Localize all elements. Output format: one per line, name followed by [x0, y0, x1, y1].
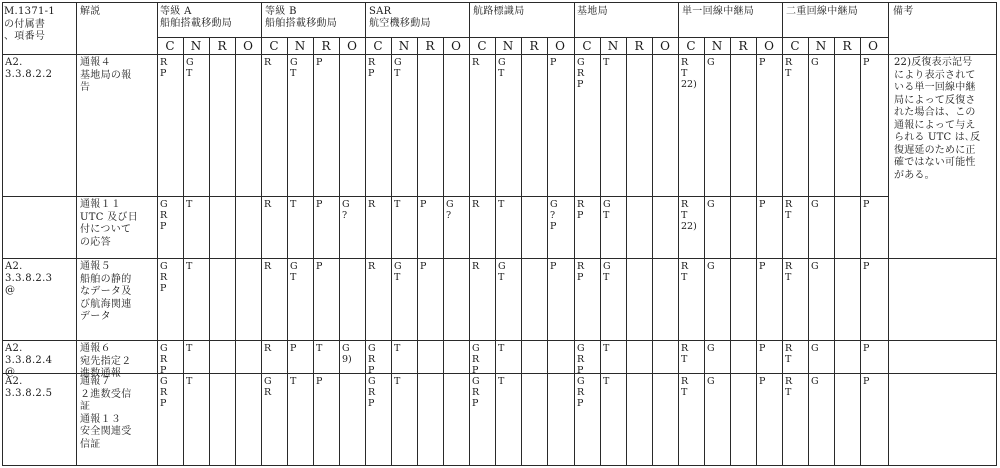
grid-hline: [2, 2, 997, 3]
cell-value-c: R T: [681, 343, 689, 365]
sub-header-r: R: [425, 39, 435, 53]
cell-value-r: P: [420, 261, 427, 272]
sub-header-n: N: [607, 39, 619, 53]
cell-value-c: G R P: [472, 343, 480, 376]
cell-value-c: R: [264, 199, 272, 210]
cell-value-o: P: [759, 343, 766, 354]
sub-header-r: R: [217, 39, 227, 53]
row-description: 通報１１ UTC 及び日 付について の応答: [80, 199, 139, 248]
cell-value-c: R: [264, 343, 272, 354]
cell-value-c: R T 22): [681, 199, 697, 232]
sub-header-o: O: [868, 39, 878, 53]
cell-value-n: T: [498, 343, 505, 354]
cell-value-n: G T: [603, 261, 611, 283]
cell-value-r: P: [316, 57, 323, 68]
cell-value-c: R T 22): [681, 57, 697, 90]
cell-value-o: P: [863, 57, 870, 68]
cell-value-n: G: [811, 343, 819, 354]
cell-value-n: G: [811, 57, 819, 68]
grid-vline: [339, 37, 340, 465]
sub-header-c: C: [373, 39, 383, 53]
cell-value-o: G 9): [342, 343, 352, 365]
cell-value-o: P: [863, 376, 870, 387]
cell-value-n: G: [707, 376, 715, 387]
cell-value-o: P: [550, 57, 557, 68]
cell-value-o: G ?: [342, 199, 350, 221]
grid-vline: [756, 37, 757, 465]
cell-value-c: R T: [681, 261, 689, 283]
sub-header-n: N: [502, 39, 514, 53]
grid-hline: [2, 465, 997, 466]
cell-value-c: G R P: [368, 343, 376, 376]
grid-vline: [365, 2, 366, 465]
cell-value-c: G R P: [472, 376, 480, 409]
cell-value-c: R: [472, 261, 480, 272]
sub-header-c: C: [165, 39, 175, 53]
sub-header-n: N: [398, 39, 410, 53]
cell-value-o: P: [550, 261, 557, 272]
sub-header-o: O: [347, 39, 357, 53]
grid-vline: [261, 2, 262, 465]
cell-value-c: G R P: [160, 376, 168, 409]
cell-value-c: R P: [577, 261, 585, 283]
cell-value-n: G T: [603, 199, 611, 221]
grid-vline: [652, 37, 653, 465]
grid-vline: [547, 37, 548, 465]
header-group-class-b: 等級 B 船舶搭載移動局: [265, 6, 338, 29]
grid-vline: [996, 2, 997, 465]
cell-value-n: T: [394, 199, 401, 210]
row-ref: A2. 3.3.8.2.4 @: [5, 343, 53, 378]
sub-header-c: C: [790, 39, 800, 53]
row-description: 通報４ 基地局の報 告: [80, 57, 132, 93]
grid-vline: [391, 37, 392, 465]
cell-value-o: P: [863, 199, 870, 210]
cell-value-n: T: [394, 343, 401, 354]
cell-value-c: R T: [785, 261, 793, 283]
sub-header-o: O: [555, 39, 565, 53]
sub-header-n: N: [815, 39, 827, 53]
cell-value-c: G R P: [577, 343, 585, 376]
row-description: 通報６ 宛先指定２ 進数通報: [80, 343, 132, 379]
cell-value-n: G T: [186, 57, 194, 79]
grid-hline: [2, 196, 889, 197]
grid-vline: [834, 37, 835, 465]
cell-value-c: R: [472, 199, 480, 210]
sub-header-o: O: [764, 39, 774, 53]
cell-value-c: G R P: [160, 261, 168, 294]
cell-value-o: P: [863, 343, 870, 354]
grid-vline: [157, 2, 158, 465]
sub-header-o: O: [660, 39, 670, 53]
cell-value-n: T: [290, 199, 297, 210]
grid-vline: [678, 2, 679, 465]
cell-value-n: P: [290, 343, 297, 354]
cell-value-n: T: [290, 376, 297, 387]
cell-value-c: G R P: [577, 376, 585, 409]
cell-value-c: R T: [785, 57, 793, 79]
cell-value-n: G T: [394, 57, 402, 79]
grid-hline: [2, 54, 997, 55]
header-ref: M.1371-1 の付属書 、項番号: [4, 6, 56, 42]
grid-vline: [888, 2, 889, 465]
cell-value-n: T: [186, 261, 193, 272]
cell-value-n: T: [603, 376, 610, 387]
cell-value-c: G R P: [368, 376, 376, 409]
grid-vline: [626, 37, 627, 465]
cell-value-o: G ? P: [550, 199, 558, 232]
header-group-single-repeater: 単一回線中継局: [682, 6, 755, 17]
header-desc: 解説: [80, 6, 101, 17]
header-note: 備考: [893, 6, 914, 17]
cell-value-n: T: [498, 199, 505, 210]
grid-hline: [157, 37, 888, 38]
cell-value-c: G R P: [160, 199, 168, 232]
cell-value-c: R P: [368, 57, 376, 79]
sub-header-c: C: [269, 39, 279, 53]
cell-value-n: G: [811, 261, 819, 272]
cell-value-c: R T: [785, 376, 793, 398]
grid-vline: [782, 2, 783, 465]
cell-value-o: P: [863, 261, 870, 272]
cell-value-n: G: [811, 199, 819, 210]
cell-value-n: G: [811, 376, 819, 387]
cell-value-c: R: [264, 261, 272, 272]
cell-value-n: G T: [498, 261, 506, 283]
cell-value-n: G T: [394, 261, 402, 283]
cell-value-c: R P: [160, 57, 168, 79]
remark-note-22: 22)反復表示記号 により表示されて いる単一回線中継 局によって反復さ れた場合は、この 通報によって与え られる UTC は､反 復遅延のために正 確ではない可能性 がある。: [894, 57, 981, 181]
cell-value-r: P: [316, 199, 323, 210]
sub-header-r: R: [529, 39, 539, 53]
cell-value-r: P: [316, 261, 323, 272]
sub-header-r: R: [321, 39, 331, 53]
grid-vline: [495, 37, 496, 465]
sub-header-o: O: [243, 39, 253, 53]
grid-vline: [209, 37, 210, 465]
cell-value-n: T: [186, 343, 193, 354]
cell-value-n: G T: [290, 57, 298, 79]
cell-value-c: R: [472, 57, 480, 68]
cell-value-c: R T: [785, 199, 793, 221]
cell-value-n: G: [707, 343, 715, 354]
header-group-aton: 航路標識局: [473, 6, 525, 17]
cell-value-o: P: [759, 261, 766, 272]
grid-vline: [76, 2, 77, 465]
cell-value-c: R T: [681, 376, 689, 398]
grid-hline: [2, 340, 997, 341]
grid-vline: [469, 2, 470, 465]
cell-value-c: R: [368, 199, 376, 210]
grid-vline: [860, 37, 861, 465]
grid-vline: [183, 37, 184, 465]
sub-header-n: N: [711, 39, 723, 53]
header-group-duplex-repeater: 二重回線中継局: [786, 6, 859, 17]
grid-vline: [287, 37, 288, 465]
cell-value-o: G ?: [446, 199, 454, 221]
grid-vline: [2, 2, 3, 465]
cell-value-n: T: [603, 57, 610, 68]
cell-value-n: T: [498, 376, 505, 387]
cell-value-o: P: [759, 376, 766, 387]
cell-value-n: T: [186, 199, 193, 210]
cell-value-r: P: [420, 199, 427, 210]
cell-value-n: G T: [498, 57, 506, 79]
row-ref: A2. 3.3.8.2.3 @: [5, 261, 53, 296]
row-description: 通報７ ２進数受信 証 通報１３ 安全関連受 信証: [80, 376, 132, 450]
grid-hline: [2, 373, 997, 374]
cell-value-c: R: [368, 261, 376, 272]
cell-value-c: R P: [577, 199, 585, 221]
cell-value-o: P: [759, 199, 766, 210]
grid-vline: [600, 37, 601, 465]
sub-header-n: N: [190, 39, 202, 53]
cell-value-n: T: [186, 376, 193, 387]
sub-header-c: C: [477, 39, 487, 53]
header-group-class-a: 等級 A 船舶搭載移動局: [160, 6, 233, 29]
cell-value-r: T: [316, 343, 323, 354]
row-ref: A2. 3.3.8.2.2: [5, 57, 53, 80]
cell-value-n: G: [707, 261, 715, 272]
row-ref: A2. 3.3.8.2.5: [5, 376, 53, 399]
cell-value-c: R: [264, 57, 272, 68]
cell-value-n: G: [707, 199, 715, 210]
sub-header-n: N: [294, 39, 306, 53]
sub-header-c: C: [686, 39, 696, 53]
sub-header-c: C: [582, 39, 592, 53]
sub-header-r: R: [842, 39, 852, 53]
grid-vline: [443, 37, 444, 465]
cell-value-n: T: [603, 343, 610, 354]
cell-value-c: R T: [785, 343, 793, 365]
row-description: 通報５ 船舶の静的 なデータ及 び航海関連 データ: [80, 261, 132, 322]
cell-value-c: G R: [264, 376, 272, 398]
cell-value-c: G R P: [577, 57, 585, 90]
grid-vline: [313, 37, 314, 465]
header-group-sar: SAR 航空機移動局: [369, 6, 431, 29]
sub-header-r: R: [738, 39, 748, 53]
grid-vline: [235, 37, 236, 465]
grid-vline: [574, 2, 575, 465]
sub-header-o: O: [451, 39, 461, 53]
cell-value-n: T: [394, 376, 401, 387]
cell-value-c: G R P: [160, 343, 168, 376]
header-group-base: 基地局: [577, 6, 608, 17]
sub-header-r: R: [634, 39, 644, 53]
cell-value-r: P: [316, 376, 323, 387]
grid-vline: [704, 37, 705, 465]
grid-vline: [417, 37, 418, 465]
grid-hline: [2, 258, 997, 259]
grid-vline: [521, 37, 522, 465]
cell-value-o: P: [759, 57, 766, 68]
cell-value-n: G T: [290, 261, 298, 283]
cell-value-n: G: [707, 57, 715, 68]
grid-vline: [730, 37, 731, 465]
grid-vline: [808, 37, 809, 465]
